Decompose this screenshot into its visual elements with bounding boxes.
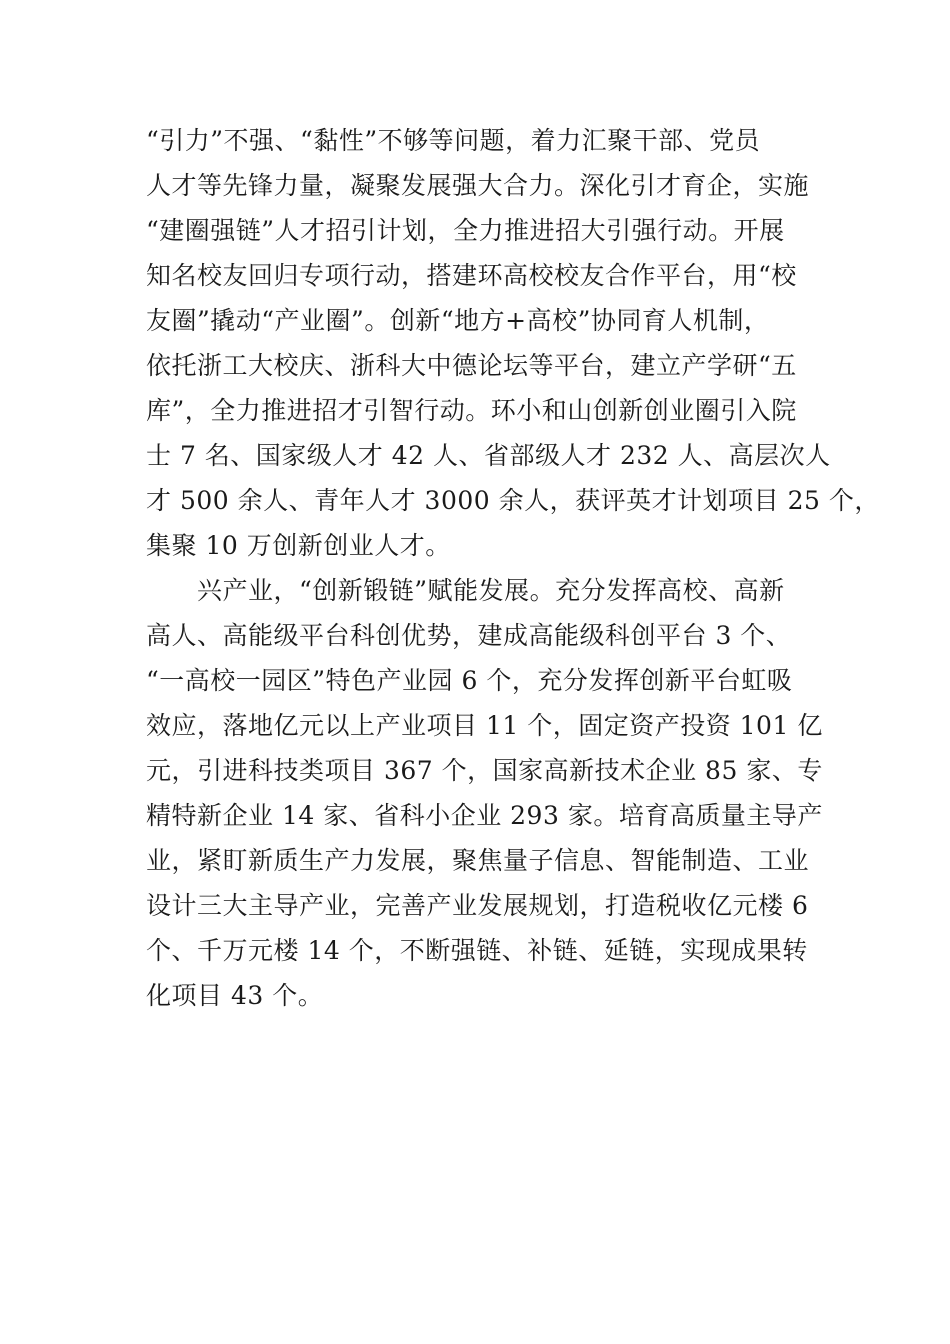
text-line: “引力”不强、“黏性”不够等问题，着力汇聚干部、党员 <box>146 126 761 155</box>
text-line: 精特新企业 14 家、省科小企业 293 家。培育高质量主导产 <box>146 801 823 830</box>
text-line: “一高校一园区”特色产业园 6 个，充分发挥创新平台虹吸 <box>146 666 793 695</box>
document-body <box>146 118 880 1018</box>
text-line: 兴产业，“创新锻链”赋能发展。充分发挥高校、高新 <box>146 576 785 605</box>
text-line: 依托浙工大校庆、浙科大中德论坛等平台，建立产学研“五 <box>146 351 797 380</box>
text-line: 化项目 43 个。 <box>146 981 324 1010</box>
text-line: 元，引进科技类项目 367 个，国家高新技术企业 85 家、专 <box>146 756 823 785</box>
text-line: 设计三大主导产业，完善产业发展规划，打造税收亿元楼 6 <box>146 891 809 920</box>
text-line: 集聚 10 万创新创业人才。 <box>146 531 451 560</box>
text-line: “建圈强链”人才招引计划，全力推进招大引强行动。开展 <box>146 216 785 245</box>
text-line: 友圈”撬动“产业圈”。创新“地方+高校”协同育人机制， <box>146 306 770 335</box>
text-line: 高人、高能级平台科创优势，建成高能级科创平台 3 个、 <box>146 621 792 650</box>
text-line: 士 7 名、国家级人才 42 人、省部级人才 232 人、高层次人 <box>146 441 831 470</box>
text-line: 知名校友回归专项行动，搭建环高校校友合作平台，用“校 <box>146 261 797 290</box>
paragraph-talent <box>146 118 880 568</box>
text-line: 效应，落地亿元以上产业项目 11 个，固定资产投资 101 亿 <box>146 711 823 740</box>
text-line: 业，紧盯新质生产力发展，聚焦量子信息、智能制造、工业 <box>146 846 810 875</box>
text-line: 人才等先锋力量，凝聚发展强大合力。深化引才育企，实施 <box>146 171 810 200</box>
text-line: 个、千万元楼 14 个，不断强链、补链、延链，实现成果转 <box>146 936 808 965</box>
paragraph-industry <box>146 568 823 1018</box>
text-line: 才 500 余人、青年人才 3000 余人，获评英才计划项目 25 个， <box>146 486 880 515</box>
text-line: 库”，全力推进招才引智行动。环小和山创新创业圈引入院 <box>146 396 797 425</box>
